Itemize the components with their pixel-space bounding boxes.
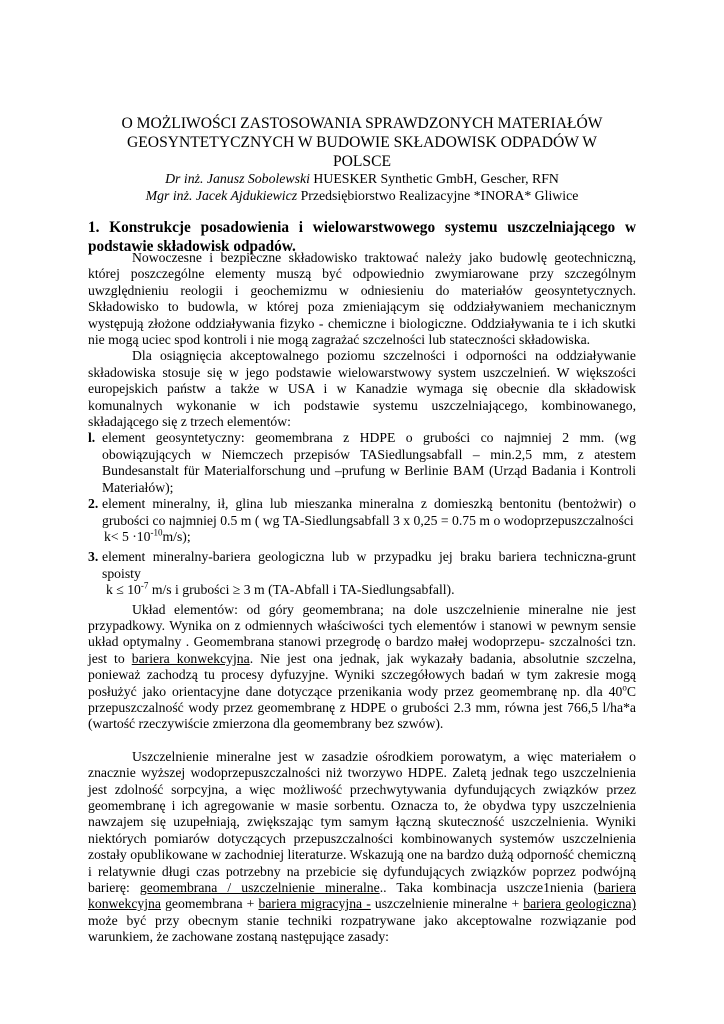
paragraph-text: Uszczelnienie mineralne jest w zasadzie ośrodkiem porowatym, a więc materiałem o znacznie wyższej wodoprzepuszczalności niż tworzywo HDPE. Zaletą jednak tego uszczelnienia jest zdolność sorpcyjna, a więc możliwość przechwytywania dyfundujących związków przez geomembranę i ich agregowanie w masie sorbentu. Oznacza to, że obydwa typy uszczelnienia nawzajem się uzupełniają, zwiększając tym samym łączną skuteczność uszczelnienia. Wyniki niektórych pomiarów dotyczących przepuszczalności kombinowanych systemów uszczelnienia zostały opublikowane w zachodniej literaturze. Wskazują one na bardzo dużą odporność chemiczną i relatywnie długi czas potrzebny na przebicie się dyfundujących związków poprzez podwójną barierę: — [88, 748, 636, 896]
author-line — [80, 170, 644, 187]
list-number: 3. — [88, 549, 99, 565]
author-affiliation: Przedsiębiorstwo Realizacyjne *INORA* Gliwice — [297, 188, 579, 203]
author-name: Dr inż. Janusz Sobolewski — [165, 171, 310, 186]
list-text — [102, 496, 636, 545]
paragraph-text: uszczelnienie mineralne + — [370, 896, 524, 912]
paragraph: Nowoczesne i bezpieczne składowisko traktować należy jako budowlę geotechniczną, której poszczególne elementy muszą być odpowiednio zwymiarowane przy szczególnym uwzględnieniu reologii i geochemizmu w odniesieniu do materiałów geosyntetycznych. Składowisko to budowla, w której poza zmieniającym się oddziaływaniem mechanicznym występują złożone oddziaływania fizyko - chemiczne i biologiczne. Oddziaływania te i ich skutki nie mogą uciec spod kontroli i nie mogą zagrażać szczelności lub stateczności składowiska. — [88, 250, 636, 348]
list-text — [102, 549, 636, 598]
author-affiliation: HUESKER Synthetic GmbH, Gescher, RFN — [309, 171, 559, 186]
list-number: 2. — [88, 496, 99, 512]
paragraph-text: może być przy obecnym stanie techniki rozpatrywane jako akceptowalne rozwiązanie pod warunkiem, że zachowane zostaną następujące zasady: — [88, 912, 636, 945]
title-line: GEOSYNTETYCZNYCH W BUDOWIE SKŁADOWISK ODPADÓW W — [127, 134, 597, 151]
title-line: O MOŻLIWOŚCI ZASTOSOWANIA SPRAWDZONYCH MATERIAŁÓW — [121, 115, 603, 132]
author-name: Mgr inż. Jacek Ajdukiewicz — [145, 188, 298, 203]
permeability-unit: m/s); — [162, 528, 191, 544]
permeability-unit: m/s i grubości ≥ 3 m (TA-Abfall i TA-Siedlungsabfall). — [148, 582, 455, 598]
underlined-term: bariera migracyjna - — [258, 896, 371, 912]
permeability-base: k ≤ 10 — [106, 582, 141, 598]
paragraph-text: .. Taka kombinacja uszcze1nienia ( — [379, 880, 598, 896]
paragraph: Dla osiągnięcia akceptowalnego poziomu szczelności i odporności na oddziaływanie składowiska stosuje się w jego podstawie wielowarstwowy system uszczelnień. W większości europejskich państw a także w USA i w Kanadzie wymaga się obecnie dla składowisk komunalnych wykonanie w ich podstawie systemu uszczelniającego, kombinowanego, składającego się z trzech elementów: — [88, 348, 636, 430]
paper-title — [80, 114, 644, 171]
author-line — [80, 187, 644, 204]
paragraph-text: C przepuszczalność wody przez geomembranę z HDPE o grubości 2.3 mm, równa jest 766,5 l/ha*a (wartość rzeczywiście zmierzona dla geomembrany bez szwów). — [88, 683, 636, 732]
permeability-value — [102, 529, 636, 545]
paragraph — [88, 602, 636, 733]
permeability-base: k< 5 ·10 — [104, 528, 151, 544]
underlined-term: bariera konwekcyjna — [131, 650, 250, 666]
section-heading: 1. Konstrukcje posadowienia i wielowarstwowego systemu uszczelniającego w podstawie składowisk odpadów. — [88, 219, 636, 255]
underlined-term: geomembrana / uszczelnienie mineralne — [139, 880, 380, 896]
list-text-main: element mineralny, ił, glina lub mieszanka mineralna z domieszką bentonitu (bentożwir) o grubości co najmniej 0.5 m ( wg TA-Siedlungsabfall 3 x 0,25 = 0.75 m o wodoprzepuszczalności — [102, 496, 636, 528]
list-number: l. — [88, 430, 96, 446]
permeability-exponent: -7 — [140, 580, 149, 591]
title-line: POLSCE — [332, 153, 392, 170]
list-text-main: element mineralny-bariera geologiczna lub w przypadku jej braku bariera techniczna-grunt spoisty — [102, 549, 636, 581]
paragraph-gap — [88, 733, 636, 749]
underlined-term: bariera konwekcyjna — [88, 880, 636, 912]
paragraph — [88, 749, 636, 946]
list-text: element geosyntetyczny: geomembrana z HDPE o grubości co najmniej 2 mm. (wg obowiązujących w Niemczech przepisów TASiedlungsabfall – min.2,5 mm, z atestem Bundesanstalt für Materialforschung und –prufung w Berlinie BAM (Urząd Badania i Kontroli Materiałów); — [102, 430, 636, 495]
paragraph-text: geomembrana + — [160, 896, 259, 912]
list-item — [88, 549, 636, 598]
list-item — [88, 496, 636, 545]
list-item — [88, 430, 636, 496]
author-list — [80, 170, 644, 204]
underlined-term: bariera geologiczna) — [523, 896, 637, 912]
permeability-value — [102, 582, 636, 598]
paragraph-text: . Nie jest ona jednak, jak wykazały badania, absolutnie szczelna, ponieważ zachodzą tu procesy dyfuzyjne. Wyniki szczegółowych badań w tym zakresie mogą posłużyć jako orientacyjne dane dotyczące przenikania wody przez geomembranę np. dla 40 — [88, 650, 637, 699]
paragraph-text: Układ elementów: od góry geomembrana; na dole uszczelnienie mineralne nie jest przypadkowy. Wynika on z odmiennych właściwości tych elementów i stanowi w pewnym sensie układ optymalny . Geomembrana stanowi przegrodę o bardzo małej wodoprzepu- szczalności tzn. jest to — [88, 601, 636, 666]
degree-superscript: o — [622, 682, 627, 692]
section-body — [88, 250, 636, 946]
permeability-exponent: -10 — [150, 527, 163, 538]
